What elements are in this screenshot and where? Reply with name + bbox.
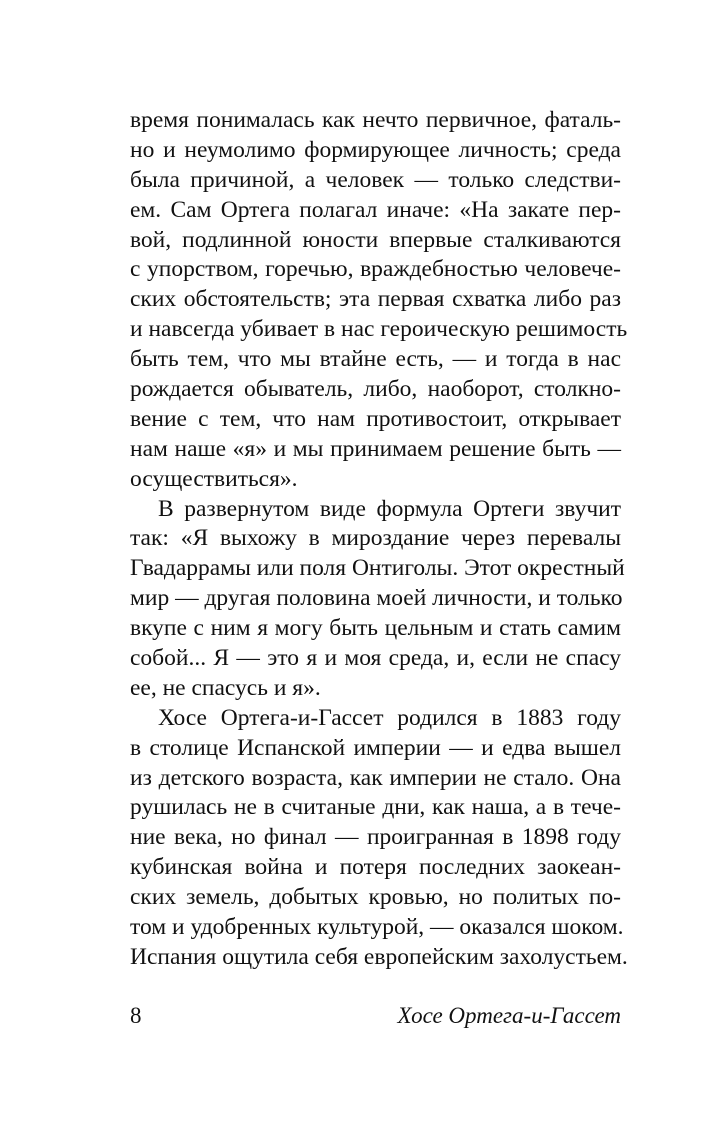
text-line: Хосе Ортега-и-Гассет родился в 1883 году <box>158 704 621 731</box>
text-line: но и неумолимо формирующее личность; среда <box>130 136 621 163</box>
text-line: ских обстоятельств; эта первая схватка либо раз <box>130 286 621 313</box>
text-line: рушилась не в считаные дни, как наша, а в тече- <box>130 794 621 821</box>
text-line: ем. Сам Ортега полагал иначе: «На закате пер- <box>130 196 621 223</box>
text-line: вение с тем, что нам противостоит, открывает <box>130 405 621 432</box>
text-line: вкупе с ним я могу быть цельным и стать самим <box>130 615 621 642</box>
text-line: собой... Я — это я и моя среда, и, если не спасу <box>130 645 621 672</box>
text-line: нам наше «я» и мы принимаем решение быть — <box>130 435 621 462</box>
body-text <box>130 106 628 973</box>
paragraph-1 <box>130 106 628 495</box>
text-line: из детского возраста, как империи не стало. Она <box>130 764 621 791</box>
text-line: ее, не спасусь и я». <box>130 674 321 701</box>
text-line: ние века, но финал — проигранная в 1898 году <box>130 824 621 851</box>
text-line: Испания ощутила себя европейским захолустьем. <box>130 943 628 970</box>
text-line: время понималась как нечто первичное, фаталь- <box>130 107 621 133</box>
text-line: вой, подлинной юности впервые сталкиваются <box>130 226 621 253</box>
text-line: в столице Испанской империи — и едва вышел <box>130 734 621 761</box>
paragraph-2 <box>130 495 625 704</box>
text-line: мир — другая половина моей личности, и только <box>130 585 623 612</box>
text-line: и навсегда убивает в нас героическую решимость <box>130 316 628 343</box>
text-line: кубинская война и потеря последних заокеан- <box>130 854 621 881</box>
running-title: Хосе Ортега-и-Гассет <box>397 1003 621 1028</box>
text-line: с упорством, горечью, враждебностью человече- <box>130 256 621 283</box>
text-line: была причиной, а человек — только следстви- <box>130 166 621 193</box>
page-number: 8 <box>130 1003 142 1028</box>
text-line: В развернутом виде формула Ортеги звучит <box>158 495 621 522</box>
paragraph-3 <box>130 704 628 973</box>
text-line: быть тем, что мы втайне есть, — и тогда в нас <box>130 346 621 373</box>
text-line: ских земель, добытых кровью, но политых по- <box>130 884 621 911</box>
page-footer <box>130 1001 621 1031</box>
text-line: так: «Я выхожу в мироздание через перевалы <box>130 525 621 552</box>
text-line: Гвадаррамы или поля Онтиголы. Этот окрестный <box>130 555 625 582</box>
text-line: том и удобренных культурой, — оказался шоком. <box>130 914 624 941</box>
text-line: осуществиться». <box>130 465 298 492</box>
text-line: рождается обыватель, либо, наоборот, столкно- <box>130 376 621 403</box>
